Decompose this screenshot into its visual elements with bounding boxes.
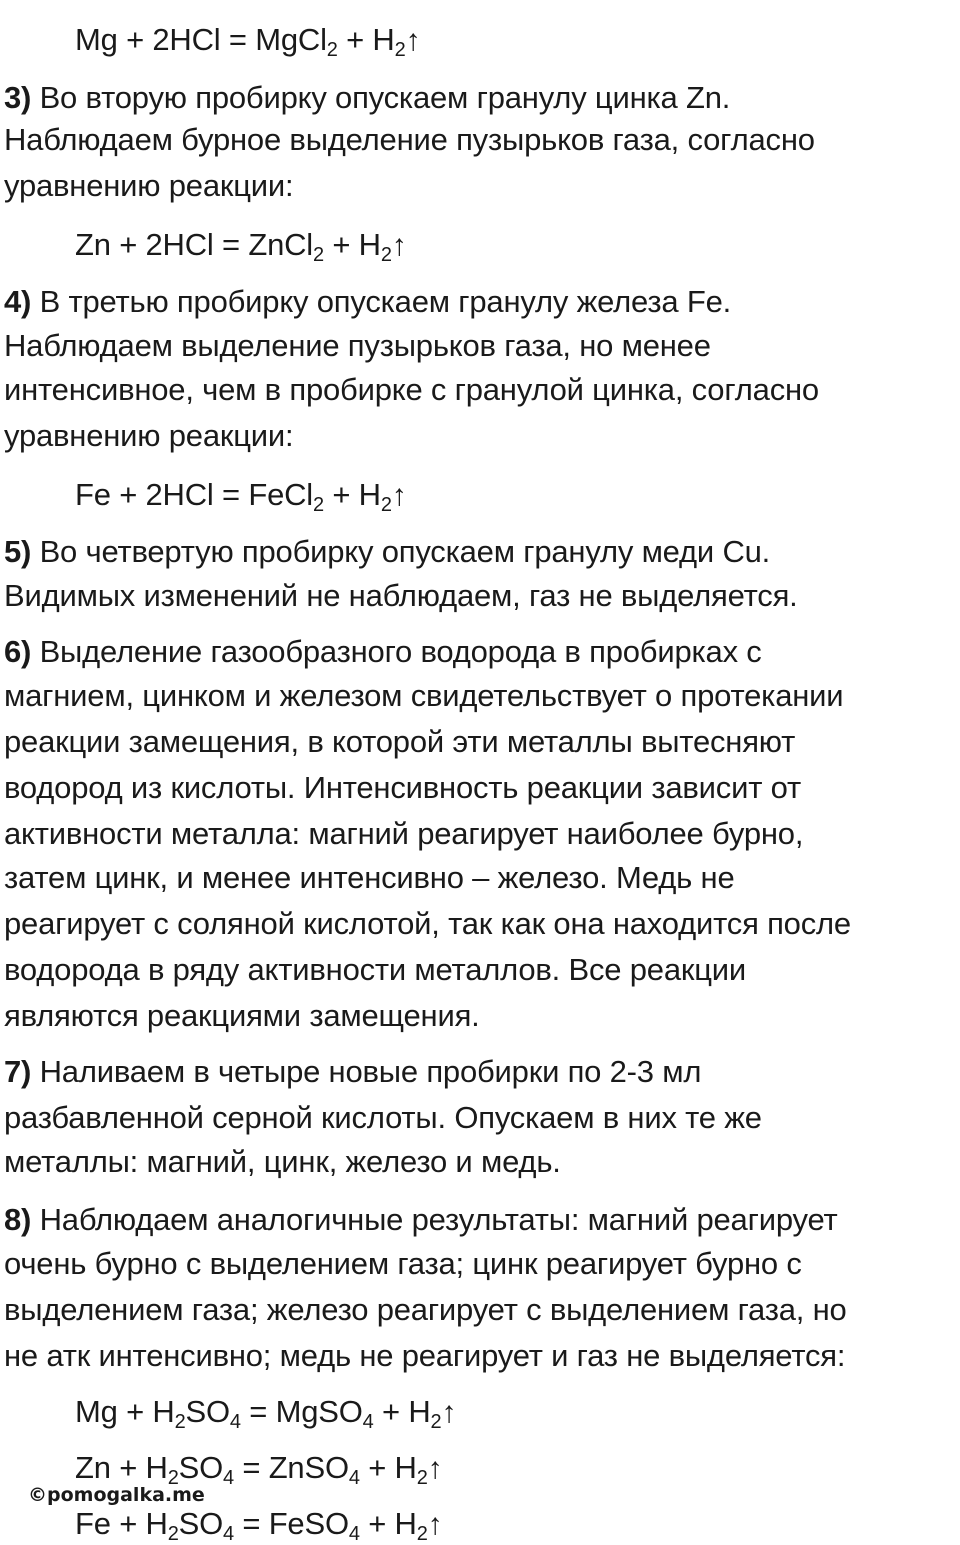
eq-subscript: 4 (348, 1523, 360, 1545)
step-3-line-2: Наблюдаем бурное выделение пузырьков газа, согласно (4, 122, 815, 157)
eq-text: Fe + 2HCl = FeCl (75, 477, 313, 512)
step-text: Во четвертую пробирку опускаем гранулу меди Cu. (31, 534, 771, 569)
eq-text: + H (337, 22, 395, 57)
step-6-line-4: водород из кислоты. Интенсивность реакции зависит от (4, 770, 801, 805)
step-7-line-1 (4, 1052, 701, 1092)
eq-text: Zn + 2HCl = ZnCl (75, 227, 313, 262)
gas-arrow-icon: ↑ (405, 24, 421, 57)
step-number: 7) (4, 1054, 32, 1089)
gas-arrow-icon: ↑ (427, 1452, 443, 1485)
eq-text: Mg + 2HCl = MgCl (75, 22, 327, 57)
step-number: 4) (4, 284, 32, 319)
step-5-line-2: Видимых изменений не наблюдаем, газ не выделяется. (4, 578, 798, 613)
eq-subscript: 2 (394, 39, 406, 61)
step-6-line-9: являются реакциями замещения. (4, 998, 480, 1033)
step-6-line-7: реагирует с соляной кислотой, так как она находится после (4, 906, 851, 941)
eq-text: = ZnSO (233, 1450, 349, 1485)
gas-arrow-icon: ↑ (427, 1508, 443, 1541)
eq-subscript: 2 (416, 1467, 428, 1489)
eq-subscript: 2 (416, 1523, 428, 1545)
eq-text: Zn + H (75, 1450, 168, 1485)
eq-subscript: 2 (380, 494, 392, 516)
step-8-line-1 (4, 1200, 837, 1240)
step-4-line-3: интенсивное, чем в пробирке с гранулой цинка, согласно (4, 372, 819, 407)
step-6-line-3: реакции замещения, в которой эти металлы вытесняют (4, 724, 796, 759)
eq-subscript: 2 (430, 1411, 442, 1433)
step-8-line-2: очень бурно с выделением газа; цинк реагирует бурно с (4, 1246, 802, 1281)
step-7-line-3: металлы: магний, цинк, железо и медь. (4, 1144, 561, 1179)
eq-subscript: 2 (380, 244, 392, 266)
gas-arrow-icon: ↑ (391, 479, 407, 512)
eq-subscript: 2 (174, 1411, 186, 1433)
step-6-line-8: водорода в ряду активности металлов. Все реакции (4, 952, 747, 987)
eq-subscript: 2 (313, 494, 324, 516)
eq-text: SO (178, 1450, 224, 1485)
step-6-line-2: магнием, цинком и железом свидетельствует о протекании (4, 678, 844, 713)
step-4-line-1 (4, 282, 731, 322)
step-text: В третью пробирку опускаем гранулу железа Fe. (31, 284, 732, 319)
equation-mg-hcl (75, 20, 420, 61)
eq-subscript: 2 (313, 244, 324, 266)
eq-subscript: 4 (229, 1411, 241, 1433)
step-3-line-3: уравнению реакции: (4, 168, 294, 203)
equation-fe-h2so4 (75, 1504, 442, 1545)
eq-subscript: 2 (167, 1523, 179, 1545)
step-7-line-2: разбавленной серной кислоты. Опускаем в них те же (4, 1100, 762, 1135)
eq-text: = FeSO (233, 1506, 349, 1541)
eq-subscript: 2 (167, 1467, 179, 1489)
eq-text: Fe + H (75, 1506, 168, 1541)
gas-arrow-icon: ↑ (391, 229, 407, 262)
step-text: Наливаем в четыре новые пробирки по 2-3 мл (31, 1054, 702, 1089)
eq-text: = MgSO (240, 1394, 363, 1429)
step-5-line-1 (4, 532, 770, 572)
step-6-line-6: затем цинк, и менее интенсивно – железо. Медь не (4, 860, 735, 895)
step-number: 6) (4, 634, 32, 669)
watermark: ©pomogalka.me (28, 1484, 205, 1506)
equation-zn-h2so4 (75, 1448, 442, 1489)
step-8-line-3: выделением газа; железо реагирует с выделением газа, но (4, 1292, 847, 1327)
eq-subscript: 4 (223, 1523, 234, 1545)
step-text: Выделение газообразного водорода в пробирках с (31, 634, 762, 669)
eq-text: + H (373, 1394, 431, 1429)
step-8-line-4: не атк интенсивно; медь не реагирует и газ не выделяется: (4, 1338, 846, 1373)
step-6-line-5: активности металла: магний реагирует наиболее бурно, (4, 816, 804, 851)
step-number: 3) (4, 80, 32, 115)
equation-mg-h2so4 (75, 1392, 456, 1433)
eq-text: + H (323, 227, 381, 262)
step-number: 5) (4, 534, 32, 569)
step-text: Наблюдаем аналогичные результаты: магний реагирует (31, 1202, 838, 1237)
eq-text: + H (359, 1450, 417, 1485)
eq-text: SO (185, 1394, 230, 1429)
step-4-line-4: уравнению реакции: (4, 418, 294, 453)
step-4-line-2: Наблюдаем выделение пузырьков газа, но менее (4, 328, 711, 363)
gas-arrow-icon: ↑ (441, 1396, 457, 1429)
eq-text: Mg + H (75, 1394, 175, 1429)
step-6-line-1 (4, 632, 762, 672)
eq-subscript: 4 (362, 1411, 374, 1433)
eq-text: + H (323, 477, 381, 512)
equation-fe-hcl (75, 475, 407, 516)
eq-text: + H (359, 1506, 417, 1541)
eq-subscript: 2 (326, 39, 338, 61)
step-3-line-1 (4, 78, 730, 118)
eq-subscript: 4 (223, 1467, 234, 1489)
eq-text: SO (178, 1506, 224, 1541)
step-text: Во вторую пробирку опускаем гранулу цинка Zn. (31, 80, 731, 115)
equation-zn-hcl (75, 225, 407, 266)
eq-subscript: 4 (348, 1467, 360, 1489)
step-number: 8) (4, 1202, 32, 1237)
